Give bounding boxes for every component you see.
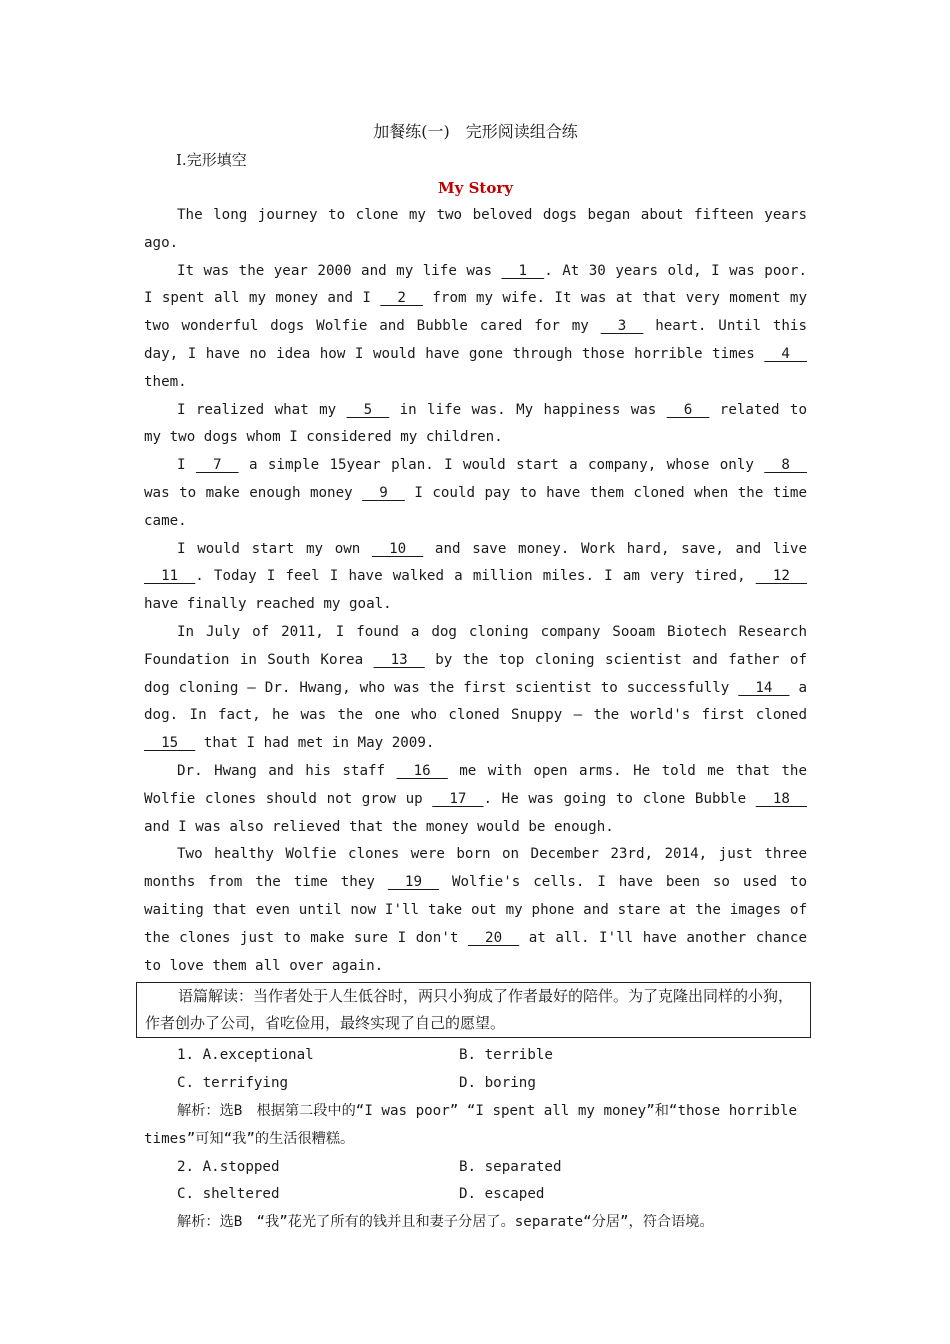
paragraph-text: . He was going to clone Bubble [483, 790, 756, 807]
paragraph-text: Two healthy Wolfie clones were born on December 23rd, 2014, just three months from the time they [144, 846, 807, 891]
questions-section [144, 1042, 807, 1237]
answer-blank: 8 [764, 457, 807, 474]
story-body [144, 202, 807, 980]
answer-blank: 12 [755, 568, 807, 585]
story-paragraph [144, 619, 807, 758]
page-title: 加餐练(一) 完形阅读组合练 [373, 122, 578, 141]
answer-blank: 14 [738, 679, 790, 696]
answer-blank: 3 [600, 318, 644, 335]
story-paragraph [144, 841, 807, 980]
paragraph-text: them. [144, 373, 187, 390]
story-paragraph [144, 536, 807, 619]
option-row [144, 1070, 807, 1098]
story-paragraph [144, 258, 807, 397]
answer-blank: 1 [501, 262, 545, 279]
answer-option: D. boring [459, 1075, 536, 1092]
paragraph-text: a simple 15year plan. I would start a company, whose only [238, 457, 765, 474]
paragraph-text: and I was also relieved that the money would be enough. [144, 818, 614, 835]
answer-blank: 17 [432, 790, 484, 807]
answer-blank: 11 [144, 568, 196, 585]
answer-blank: 2 [380, 290, 424, 307]
answer-blank: 4 [764, 345, 807, 362]
paragraph-text: in life was. My happiness was [389, 401, 667, 418]
answer-option: 1. A.exceptional [177, 1047, 314, 1064]
explanation: 解析：选B 根据第二段中的“I was poor” “I spent all my money”和“those horrible times”可知“我”的生活很糟糕。 [144, 1102, 798, 1147]
option-row [144, 1042, 807, 1070]
paragraph-text: at all. I'll have another chance to love them all over again. [144, 929, 808, 974]
document-page [144, 118, 807, 1237]
answer-option: 2. A.stopped [177, 1158, 280, 1175]
answer-blank: 5 [346, 401, 390, 418]
reading-intro-box: 语篇解读：当作者处于人生低谷时，两只小狗成了作者最好的陪伴。为了克隆出同样的小狗，作者创办了公司，省吃俭用，最终实现了自己的愿望。 [136, 982, 811, 1038]
paragraph-text: a dog. In fact, he was the one who cloned Snuppy — the world's first cloned [144, 679, 807, 724]
answer-blank: 15 [144, 735, 196, 752]
answer-blank: 13 [373, 651, 425, 668]
story-title: My Story [438, 179, 513, 197]
answer-blank: 6 [666, 401, 710, 418]
story-paragraph [144, 452, 807, 535]
paragraph-text: from my wife. It was at that very moment my two wonderful dogs Wolfie and Bubble cared for my [144, 290, 807, 335]
answer-blank: 7 [195, 457, 239, 474]
section-heading: Ⅰ.完形填空 [176, 151, 247, 169]
paragraph-text: related to my two dogs whom I considered my children. [144, 401, 807, 446]
paragraph-text: me with open arms. He told me that the Wolfie clones should not grow up [144, 762, 808, 807]
paragraph-text: Dr. Hwang and his staff [177, 762, 397, 779]
story-paragraph [144, 202, 807, 258]
paragraph-text: Wolfie's cells. I have been so used to waiting that even until now I'll take out my phone and stare at the images of the clones just to make sure I don't [144, 874, 807, 946]
option-row [144, 1154, 807, 1182]
answer-blank: 9 [362, 484, 405, 501]
answer-option: D. escaped [459, 1186, 545, 1203]
answer-blank: 10 [372, 540, 424, 557]
answer-option: C. sheltered [177, 1186, 280, 1203]
paragraph-text: by the top cloning scientist and father of dog cloning — Dr. Hwang, who was the first scientist to successfully [144, 651, 807, 696]
paragraph-text: I realized what my [177, 401, 347, 418]
paragraph-text: It was the year 2000 and my life was [177, 262, 502, 279]
answer-option: C. terrifying [177, 1075, 289, 1092]
story-paragraph [144, 397, 807, 453]
answer-blank: 19 [387, 874, 440, 891]
answer-blank: 20 [467, 929, 520, 946]
paragraph-text: was to make enough money [144, 484, 363, 501]
story-paragraph [144, 758, 807, 841]
paragraph-text: The long journey to clone my two beloved dogs began about fifteen years ago. [144, 207, 807, 251]
paragraph-text: . Today I feel I have walked a million miles. I am very tired, [195, 568, 756, 585]
option-row [144, 1181, 807, 1209]
paragraph-text: In July of 2011, I found a dog cloning company Sooam Biotech Research Foundation in South Korea [144, 623, 807, 668]
paragraph-text: heart. Until this day, I have no idea how I would have gone through those horrible times [144, 318, 807, 362]
paragraph-text: and save money. Work hard, save, and live [423, 540, 807, 557]
answer-blank: 16 [396, 762, 448, 779]
paragraph-text: I could pay to have them cloned when the time came. [144, 484, 807, 529]
paragraph-text: I [177, 457, 196, 474]
paragraph-text: that I had met in May 2009. [195, 735, 435, 752]
paragraph-text: I would start my own [177, 540, 372, 557]
answer-blank: 18 [755, 790, 808, 807]
answer-option: B. separated [459, 1158, 562, 1175]
paragraph-text: . At 30 years old, I was poor. I spent all my money and I [144, 262, 807, 307]
paragraph-text: have finally reached my goal. [144, 596, 392, 613]
explanation: 解析：选B “我”花光了所有的钱并且和妻子分居了。separate“分居”，符合语境。 [177, 1214, 714, 1231]
answer-option: B. terrible [459, 1047, 553, 1064]
